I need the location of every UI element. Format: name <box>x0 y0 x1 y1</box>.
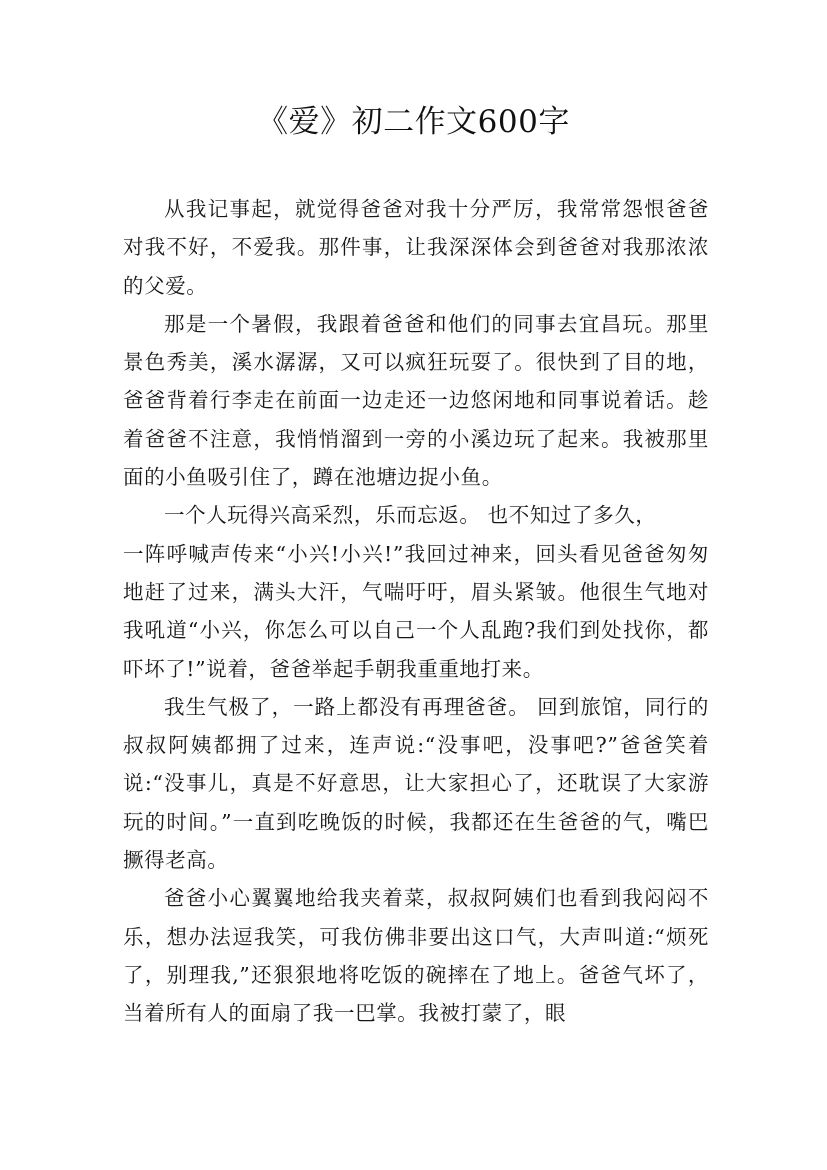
paragraph-3: 一个人玩得兴高采烈，乐而忘返。 也不知过了多久， <box>164 503 657 528</box>
essay-title: 《爱》初二作文600字 <box>257 104 570 140</box>
paragraph-2: 那是一个暑假，我跟着爸爸和他们的同事去宜昌玩。那里景色秀美，溪水潺潺，又可以疯狂玩耍了。很快到了目的地，爸爸背着行李走在前面一边走还一边悠闲地和同事说着话。趁着爸爸不注意，我悄悄溜到一旁的小溪边玩了起来。我被那里面的小鱼吸引住了，蹲在池塘边捉小鱼。 <box>123 311 709 490</box>
essay-body <box>123 190 709 1033</box>
paragraph-5: 爸爸小心翼翼地给我夹着菜，叔叔阿姨们也看到我闷闷不乐，想办法逗我笑，可我仿佛非要出这口气，大声叫道:“烦死了，别理我,”还狠狠地将吃饭的碗摔在了地上。爸爸气坏了，当着所有人的面扇了我一巴掌。我被打蒙了，眼 <box>123 886 709 1026</box>
paragraph-3-continued: 一阵呼喊声传来“小兴!小兴!”我回过神来，回头看见爸爸匆匆地赶了过来，满头大汗，气喘吁吁，眉头紧皱。他很生气地对我吼道“小兴，你怎么可以自己一个人乱跑?我们到处找你，都吓坏了!”说着，爸爸举起手朝我重重地打来。 <box>123 541 709 681</box>
paragraph-4: 我生气极了，一路上都没有再理爸爸。 回到旅馆，同行的叔叔阿姨都拥了过来，连声说:“没事吧，没事吧?”爸爸笑着说:“没事儿，真是不好意思，让大家担心了，还耽误了大家游玩的时间。”一直到吃晚饭的时候，我都还在生爸爸的气，嘴巴撅得老高。 <box>123 694 709 873</box>
paragraph-1: 从我记事起，就觉得爸爸对我十分严厉，我常常怨恨爸爸对我不好，不爱我。那件事，让我深深体会到爸爸对我那浓浓的父爱。 <box>123 197 709 298</box>
